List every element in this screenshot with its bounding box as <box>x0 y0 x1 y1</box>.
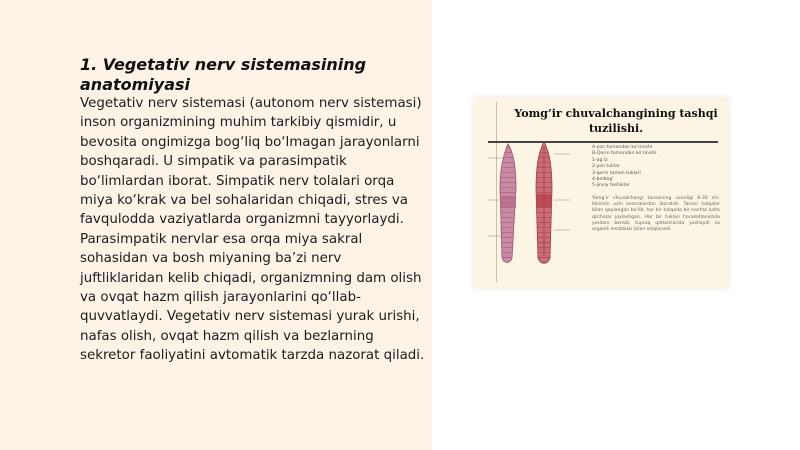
earthworm-illustration <box>474 98 728 288</box>
figure-title: Yomg’ir chuvalchangining tashqi tuzilishi. <box>514 107 718 135</box>
legend-item: A-yon tomondan ko‘rinishi <box>592 145 653 150</box>
legend-item: 5-jinsiy teshiklar <box>592 183 630 189</box>
legend-item: 2-yon tuklar <box>592 164 620 170</box>
worm-side-clitellum <box>500 196 516 208</box>
legend-item: 1-og‘iz <box>592 157 608 163</box>
legend-item: 3-qorin tomon tuklari <box>592 170 641 176</box>
slide-body-text: Vegetativ nerv sistemasi (autonom nerv sistemasi) inson organizmining muhim tarkibiy qismidir, u bevosita ongimizga bog‘liq bo‘lmagan jarayonlarni boshqaradi. U simpatik va parasimpatik bo‘limlardan iborat. Simpatik nerv tolalari orqa miya ko‘krak va bel sohalaridan chiqadi, stres va favqulodda vaziyatlarda organizmni tayyorlaydi. Parasimpatik nervlar esa orqa miya sakral sohasidan va bosh miyaning ba’zi nerv juftliklaridan kelib chiqadi, organizmning dam olish va ovqat hazm qilish jarayonlarini qo‘llab-quvvatlaydi. Vegetativ nerv sistemasi yurak urishi, nafas olish, ovqat hazm qilish va bezlarning sekretor faoliyatini avtomatik tarzda nazorat qiladi. <box>80 96 425 364</box>
earthworm-figure <box>474 98 728 288</box>
legend-item: B-Qorin tomondan ko‘rinishi <box>592 151 657 157</box>
figure-legend <box>592 145 720 190</box>
legend-item: 4-belbog‘ <box>592 177 614 183</box>
figure-description: Yomg’ir chuvalchangi tanasining uzunligi 8-30 sm. Ikkinchi uchi kesmalardan iboratdir. Tanasi halqalar bilan qoplangan bo‘lib, har bir halqada bir nechta kalta qilchalar joylashgan. Har bir tuklari harakatlanishda yordam beradi, tuproq qatlamlarida yashaydi va organik moddalar bilan oziqlanadi. <box>592 196 720 233</box>
slide-title: 1. Vegetativ nerv sistemasining anatomiyasi <box>80 55 367 94</box>
